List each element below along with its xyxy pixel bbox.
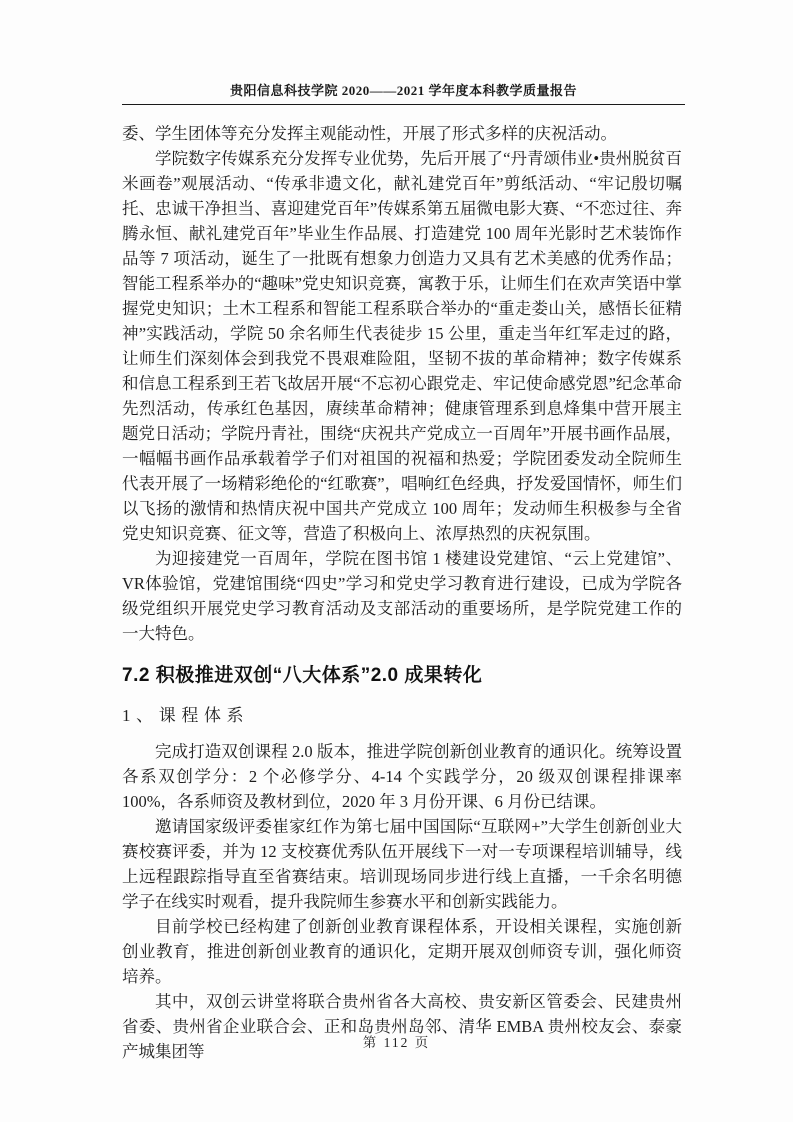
paragraph-celebration-activities: 学院数字传媒系充分发挥专业优势，先后开展了“丹青颂伟业•贵州脱贫百米画卷”观展活动、“传承非遗文化，献礼建党百年”剪纸活动、“牢记殷切嘱托、忠诚干净担当、喜迎建党百年”传媒系第五届微电影大赛、“不恋过往、奔腾永恒、献礼建党百年”毕业生作品展、打造建党 100 周年光影时艺术装饰作品等 7 项活动，诞生了一批既有想象力创造力又具有艺术美感的优秀作品；智能工程系举办的“趣味”党史知识竞赛，寓教于乐，让师生们在欢声笑语中掌握党史知识；土木工程系和智能工程系联合举办的“重走娄山关，感悟长征精神”实践活动，学院 50 余名师生代表徒步 15 公里，重走当年红军走过的路，让师生们深刻体会到我党不畏艰难险阻，坚韧不拔的革命精神；数字传媒系和信息工程系到王若飞故居开展“不忘初心跟党走、牢记使命感党恩”纪念革命先烈活动，传承红色基因，赓续革命精神；健康管理系到息烽集中营开展主题党日活动；学院丹青社，围绕“庆祝共产党成立一百周年”开展书画作品展，一幅幅书画作品承载着学子们对祖国的祝福和热爱；学院团委发动全院师生代表开展了一场精彩绝伦的“红歌赛”，唱响红色经典，抒发爱国情怀，师生们以飞扬的激情和热情庆祝中国共产党成立 100 周年；发动师生积极参与全省党史知识竞赛、征文等，营造了积极向上、浓厚热烈的庆祝氛围。 xyxy=(122,149,682,543)
paragraph-continuation: 委、学生团体等充分发挥主观能动性，开展了形式多样的庆祝活动。 xyxy=(122,124,617,143)
paragraph-education-system: 目前学校已经构建了创新创业教育课程体系，开设相关课程，实施创新创业教育，推进创新创业教育的通识化，定期开展双创师资专训，强化师资培养。 xyxy=(122,917,682,986)
paragraph-internet-plus-competition: 邀请国家级评委崔家红作为第七届中国国际“互联网+”大学生创新创业大赛校赛评委，并为 12 支校赛优秀队伍开展线下一对一专项课程培训辅导，线上远程跟踪指导直至省赛结束。培训现场同步进行线上直播，一千余名明德学子在线实时观看，提升我院师生参赛水平和创新实践能力。 xyxy=(122,817,682,911)
page-body xyxy=(122,121,682,1064)
paragraph-cloud-lecture: 其中，双创云讲堂将联合贵州省各大高校、贵安新区管委会、民建贵州省委、贵州省企业联合会、正和岛贵州岛邻、清华 EMBA 贵州校友会、泰豪产城集团等 xyxy=(122,992,682,1061)
paragraph-party-building-hall: 为迎接建党一百周年，学院在图书馆 1 楼建设党建馆、“云上党建馆”、VR体验馆，党建馆围绕“四史”学习和党史学习教育进行建设，已成为学院各级党组织开展党史学习教育活动及支部活动的重要场所，是学院党建工作的一大特色。 xyxy=(122,549,682,643)
running-header-title: 贵阳信息科技学院 2020——2021 学年度本科教学质量报告 xyxy=(122,80,685,105)
section-heading-7-2: 7.2 积极推进双创“八大体系”2.0 成果转化 xyxy=(122,665,483,686)
subsection-heading-course-system: 1、课程体系 xyxy=(122,706,250,725)
page-number: 第 112 页 xyxy=(362,1035,431,1050)
paragraph-course-version: 完成打造双创课程 2.0 版本，推进学院创新创业教育的通识化。统筹设置各系双创学分：2 个必修学分、4-14 个实践学分，20 级双创课程排课率 100%，各系师资及教材到位，2020 年 3 月份开课、6 月份已结课。 xyxy=(122,742,682,811)
